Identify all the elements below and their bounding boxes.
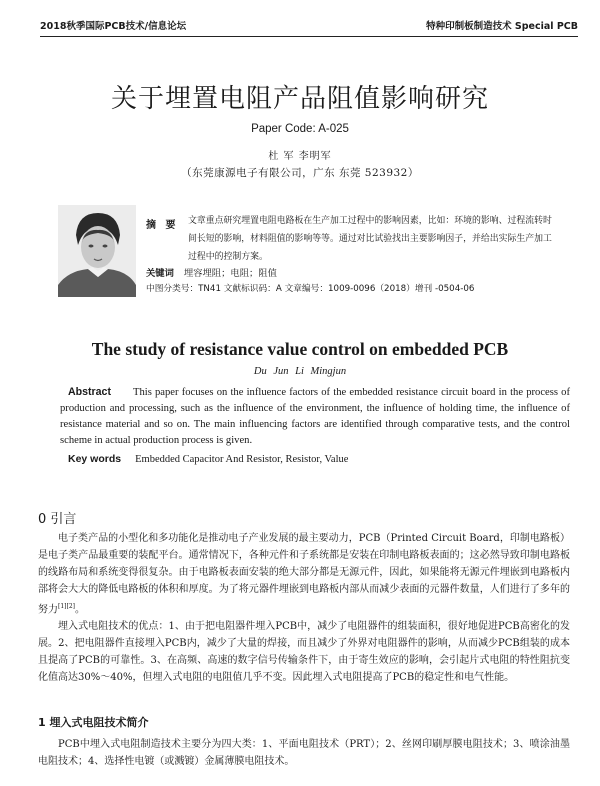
paragraph [38, 530, 570, 618]
paper-title: 关于埋置电阻产品阻值影响研究 [110, 84, 489, 114]
classification-line: 中图分类号：TN41 文献标识码：A 文章编号：1009-0096（2018）增刊 -0504-06 [146, 284, 475, 294]
english-title: The study of resistance value control on embedded PCB [91, 339, 509, 359]
keywords-en-label: Key words [68, 453, 122, 465]
paper-code: Paper Code: A-025 [251, 123, 349, 135]
affiliation: （东莞康源电子有限公司，广东 东莞 523932） [181, 167, 419, 179]
citation-ref: [1][2] [58, 603, 75, 610]
abstract-cn-label: 摘 要 [146, 220, 179, 231]
section-1-body [38, 736, 570, 770]
paragraph: 埋入式电阻技术的优点：1、由于把电阻器件埋入PCB中，减少了电阻器件的组装面积，很好地促进PCB高密化的发展。2、把电阻器件直接埋入PCB内，减少了大量的焊接，而且减少了外界对电阻器件的影响，从而减少PCB组装的成本且提高了PCB的可靠性。3、在高频、高速的数字信号传输条件下，由于寄生效应的影响，会引起片式电阻的特性阻抗变化值高达30%～40%，但埋入式电阻的电阻值几乎不变。因此埋入式电阻提高了PCB的稳定性和电气性能。 [38, 621, 570, 684]
header-rule [40, 36, 578, 37]
header-right: 特种印制板制造技术 Special PCB [426, 21, 578, 32]
abstract-en [60, 384, 570, 449]
author-photo [58, 205, 136, 297]
authors: 杜 军 李明军 [268, 151, 332, 162]
section-1-heading: 1 埋入式电阻技术简介 [38, 716, 149, 729]
header-left: 2018秋季国际PCB技术/信息论坛 [40, 21, 187, 32]
english-authors: Du Jun Li Mingjun [253, 366, 347, 377]
paragraph-end: 。 [75, 604, 85, 616]
paragraph: PCB中埋入式电阻制造技术主要分为四大类：1、平面电阻技术（PRT）；2、丝网印刷厚膜电阻技术；3、喷涂油墨电阻技术；4、选择性电镀（或溅镀）金属薄膜电阻技术。 [38, 739, 570, 767]
keywords-cn [146, 265, 277, 279]
keywords-cn-label: 关键词 [146, 268, 174, 279]
paragraph-text: 电子类产品的小型化和多功能化是推动电子产业发展的最主要动力，PCB（Printed Circuit Board，印制电路板）是电子类产品最重要的装配平台。通常情况下，各种元件和子系统都是安装在印制电路板表面的；这必然导致印制电路板的线路布局和系统变得很复杂。由于电路板表面安装的绝大部分都是无源元件，因此，如果能将无源元件埋嵌到电路板内部将会大大的降低电路板的体积和厚度。为了将元器件埋嵌到电路板内部从而减少表面的元器件数量，人们进行了多年的努力 [38, 533, 570, 616]
keywords-en [68, 453, 348, 465]
abstract-cn-text: 文章重点研究埋置电阻电路板在生产加工过程中的影响因素，比如：环境的影响、过程流转时间长短的影响，材料阻值的影响等等。通过对比试验找出主要影响因子，并给出实际生产加工过程中的控制方案。 [188, 216, 552, 262]
running-header [40, 18, 578, 34]
keywords-en-text: Embedded Capacitor And Resistor, Resistor, Value [135, 454, 349, 465]
section-0-heading: 0 引言 [38, 512, 77, 527]
abstract-en-label: Abstract [68, 386, 111, 398]
section-0-body [38, 530, 570, 686]
keywords-cn-text: 埋容埋阻；电阻；阻值 [183, 268, 277, 279]
abstract-en-text: This paper focuses on the influence factors of the embedded resistance circuit board in the process of production and processing, such as the influence of the environment, the influence of holding time, the influence of resistance material and so on. The main influencing factors are identified through comparative tests, and the control scheme in actual production process is given. [60, 387, 570, 446]
